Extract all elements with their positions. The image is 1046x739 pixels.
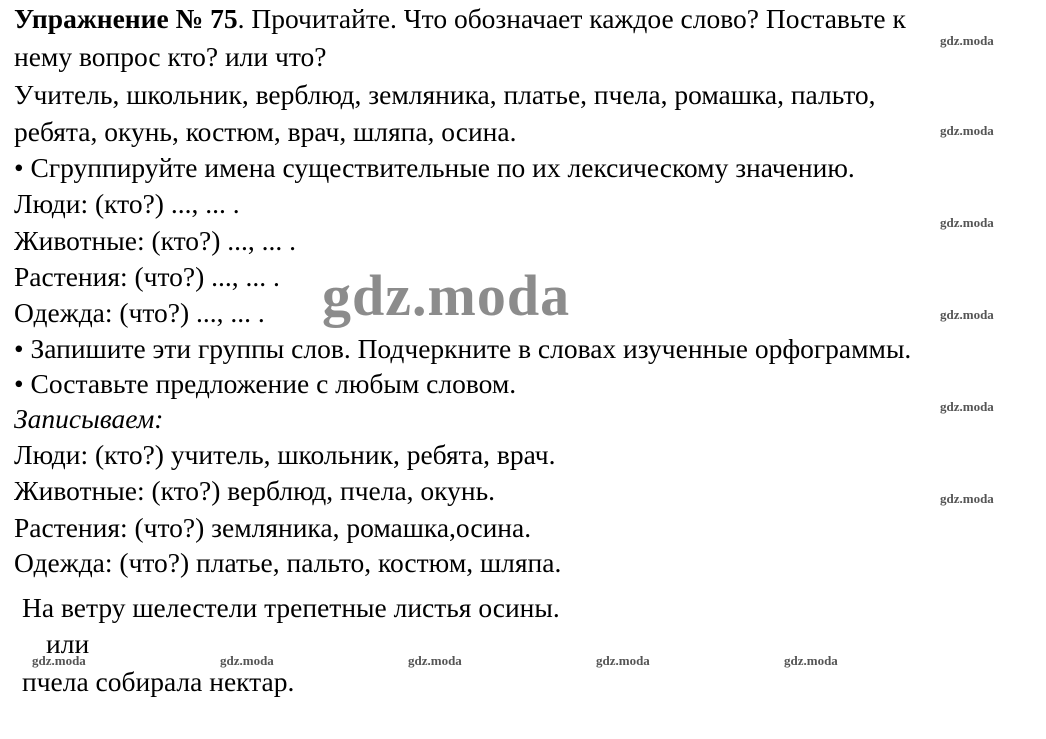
answer-plants: Растения: (что?) земляника, ромашка,осина. [14,512,532,543]
watermark-small: gdz.moda [940,215,994,230]
task-make-sentence: • Составьте предложение с любым словом. [14,368,517,399]
watermark-small: gdz.moda [32,653,86,668]
watermark-small: gdz.moda [940,123,994,138]
group-people-template: Люди: (кто?) ..., ... . [14,188,240,219]
watermark-small: gdz.moda [940,491,994,506]
word-list-line-2: ребята, окунь, костюм, врач, шляпа, осина. [14,116,517,147]
watermark-small: gdz.moda [940,307,994,322]
watermark-small: gdz.moda [220,653,274,668]
answer-clothes: Одежда: (что?) платье, пальто, костюм, шляпа. [14,547,562,578]
task-write-groups: • Запишите эти группы слов. Подчеркните в словах изученные орфограммы. [14,333,912,364]
watermark-small: gdz.moda [784,653,838,668]
watermark-small: gdz.moda [940,399,994,414]
exercise-instruction-cont: нему вопрос кто? или что? [14,41,327,72]
answer-sentence-2: пчела собирала нектар. [22,666,295,697]
answer-animals: Животные: (кто?) верблюд, пчела, окунь. [14,475,496,506]
answer-people: Люди: (кто?) учитель, школьник, ребята, врач. [14,439,556,470]
watermark-small: gdz.moda [408,653,462,668]
exercise-header [14,2,906,36]
word-list-line-1: Учитель, школьник, верблюд, земляника, платье, пчела, ромашка, пальто, [14,79,876,110]
exercise-instruction: . Прочитайте. Что обозначает каждое слово? Поставьте к [237,3,906,34]
group-clothes-template: Одежда: (что?) ..., ... . [14,297,265,328]
exercise-title: Упражнение № 75 [14,3,238,34]
group-plants-template: Растения: (что?) ..., ... . [14,261,280,292]
answer-or: или [46,628,90,659]
watermark-large: gdz.moda [322,263,571,328]
watermark-small: gdz.moda [596,653,650,668]
task-group-nouns: • Сгруппируйте имена существительные по их лексическому значению. [14,152,855,183]
watermark-small: gdz.moda [940,33,994,48]
group-animals-template: Животные: (кто?) ..., ... . [14,225,297,256]
answer-heading: Записываем: [14,403,164,434]
answer-sentence-1: На ветру шелестели трепетные листья осины. [22,592,560,623]
